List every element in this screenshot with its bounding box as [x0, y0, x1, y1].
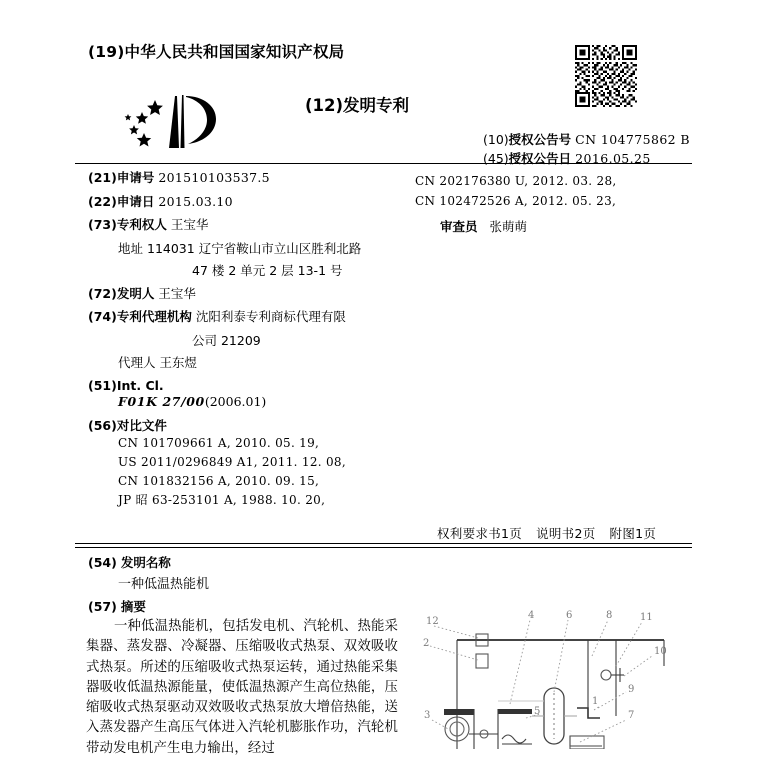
bibliographic-left-column [88, 172, 418, 513]
patentee-address-line1 [88, 240, 418, 256]
svg-text:11: 11 [640, 612, 653, 623]
application-date-value: 2015.03.10 [158, 193, 233, 209]
kind-name: 发明专利 [343, 96, 410, 115]
page-count-drawings: 附图1页 [609, 526, 657, 541]
bibliographic-right-column [415, 175, 705, 234]
examiner-row [415, 221, 705, 234]
agent-value: 王东煜 [159, 355, 198, 370]
patentee-row [88, 219, 418, 232]
invention-title-heading [88, 553, 171, 571]
application-date-row [88, 193, 418, 209]
application-date-code: (22) [88, 193, 117, 209]
svg-text:8: 8 [606, 610, 613, 621]
abstract-label: 摘要 [120, 599, 146, 614]
publication-date [483, 149, 651, 167]
agency-value-line2: 公司 21209 [192, 332, 261, 348]
svg-text:5: 5 [534, 706, 541, 717]
references-row [88, 417, 418, 433]
svg-text:7: 7 [628, 710, 635, 721]
ipc-symbol-row [88, 396, 418, 409]
inventor-code: (72) [88, 285, 117, 301]
publication-date-label: 授权公告日 [508, 151, 572, 166]
inventor-value: 王宝华 [158, 285, 196, 301]
abstract-text: 一种低温热能机，包括发电机、汽轮机、热能采集器、蒸发器、冷凝器、压缩吸收式热泵、双效吸收式热泵。所述的压缩吸收式热泵运转，通过热能采集器吸收低温热源能量，使低温热源产生高位热能，压缩吸收式热泵驱动双效吸收式热泵放大增倍热能，送入蒸发器产生高压气体进入汽轮机膨胀作功，汽轮机带动发电机产生电力输出，经过 [86, 619, 398, 756]
qr-code [575, 45, 637, 107]
issuing-office [88, 40, 344, 62]
agency-row [88, 311, 418, 324]
inventor-label: 发明人 [116, 285, 155, 301]
application-number-label: 申请号 [116, 170, 155, 185]
patentee-value: 王宝华 [170, 217, 209, 232]
address-value-line1: 114031 辽宁省鞍山市立山区胜利北路 [147, 240, 362, 256]
publication-number [483, 130, 690, 148]
application-number-row [88, 172, 418, 185]
page-count-description: 说明书2页 [536, 526, 596, 541]
kind-code: (12) [305, 96, 344, 115]
reference-item: CN 102472526 A, 2012. 05. 23, [415, 194, 617, 208]
agent-label: 代理人 [118, 355, 156, 370]
abstract-divider [75, 543, 692, 548]
reference-item: JP 昭 63-253101 A, 1988. 10. 20, [118, 493, 326, 507]
header-divider [75, 163, 692, 164]
svg-text:2: 2 [423, 638, 430, 649]
invention-title-code: (54) [88, 555, 117, 570]
examiner-value: 张萌萌 [489, 219, 527, 234]
publication-date-code: (45) [483, 151, 509, 166]
application-number-value: 201510103537.5 [158, 170, 270, 185]
invention-title-label: 发明名称 [120, 555, 171, 570]
patent-schematic-diagram [402, 596, 694, 749]
application-date-label: 申请日 [116, 193, 155, 209]
abstract-heading [88, 597, 146, 615]
patentee-code: (73) [88, 217, 117, 232]
examiner-label: 审查员 [440, 219, 478, 234]
agent-row [88, 357, 418, 370]
publication-number-label: 授权公告号 [508, 132, 572, 147]
patentee-label: 专利权人 [116, 217, 167, 232]
svg-text:12: 12 [426, 616, 439, 627]
agency-label: 专利代理机构 [116, 309, 192, 324]
page-count-summary [437, 524, 670, 542]
ipc-code: (51) [88, 377, 117, 393]
reference-item: CN 101832156 A, 2010. 09. 15, [118, 474, 320, 488]
ipc-symbol: F01K 27/00 [118, 394, 205, 409]
ipc-label: Int. Cl. [116, 377, 164, 393]
reference-item: CN 202176380 U, 2012. 03. 28, [415, 174, 617, 188]
address-label: 地址 [118, 240, 144, 256]
abstract-code: (57) [88, 599, 117, 614]
patentee-address-line2 [88, 265, 418, 278]
agency-value-line1: 沈阳利泰专利商标代理有限 [195, 309, 346, 324]
publication-date-value: 2016.05.25 [575, 151, 651, 166]
application-number-code: (21) [88, 170, 117, 185]
publication-number-value: CN 104775862 B [575, 132, 690, 147]
office-name: 中华人民共和国国家知识产权局 [124, 43, 345, 61]
address-value-line2: 47 楼 2 单元 2 层 13-1 号 [192, 263, 343, 278]
reference-item: US 2011/0296849 A1, 2011. 12. 08, [118, 455, 346, 469]
agency-row-cont [88, 332, 418, 348]
publication-number-code: (10) [483, 132, 509, 147]
svg-text:4: 4 [528, 610, 535, 621]
svg-text:3: 3 [424, 710, 431, 721]
ipc-version: (2006.01) [204, 394, 267, 409]
invention-title-value: 一种低温热能机 [118, 577, 210, 592]
svg-text:9: 9 [628, 684, 635, 695]
svg-text:10: 10 [654, 646, 667, 657]
svg-text:1: 1 [592, 696, 599, 707]
page-count-claims: 权利要求书1页 [437, 526, 523, 541]
ipc-row [88, 377, 418, 393]
svg-text:6: 6 [566, 610, 573, 621]
cnipa-logo [120, 86, 232, 156]
references-label: 对比文件 [116, 417, 167, 433]
office-code: (19) [88, 43, 125, 61]
inventor-row [88, 285, 418, 301]
agency-code: (74) [88, 309, 117, 324]
references-code: (56) [88, 417, 117, 433]
reference-item: CN 101709661 A, 2010. 05. 19, [118, 436, 320, 450]
document-kind [305, 92, 409, 116]
